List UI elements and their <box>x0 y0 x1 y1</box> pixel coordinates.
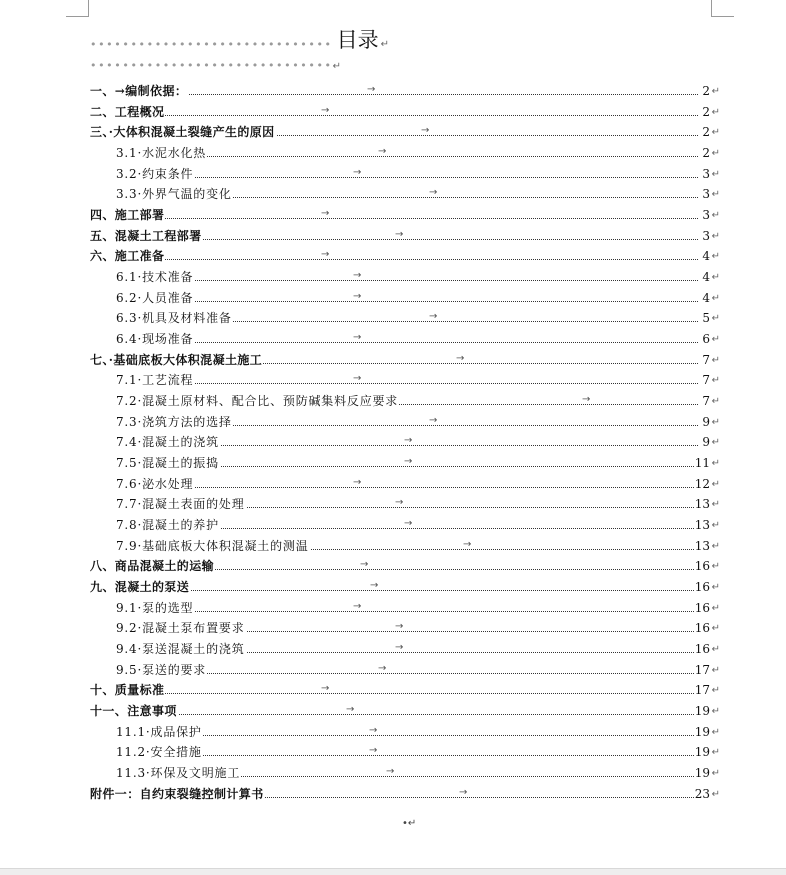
toc-page-number: 7 <box>702 373 710 388</box>
page-corner-mark-top-left <box>66 0 89 17</box>
tab-arrow-icon: → <box>395 642 404 654</box>
toc-page-number: 4 <box>702 270 710 285</box>
paragraph-mark-icon: ↵ <box>711 292 720 304</box>
toc-page-number: 16 <box>694 642 710 657</box>
tab-arrow-icon: → <box>353 373 362 385</box>
toc-dot-leader <box>90 714 698 715</box>
tab-arrow-icon: → <box>395 621 404 633</box>
tab-arrow-icon: → <box>421 125 430 137</box>
toc-entry[interactable] <box>90 681 720 699</box>
tab-arrow-icon: → <box>353 290 362 302</box>
paragraph-mark-icon: ↵ <box>711 127 720 139</box>
toc-entry-label: 七、·基础底板大体积混凝土施工 <box>90 352 263 367</box>
paragraph-mark-icon: ↵ <box>711 375 720 387</box>
paragraph-mark-icon: ↵ <box>711 582 720 594</box>
toc-dot-leader <box>116 301 698 302</box>
tab-arrow-icon: → <box>463 538 472 550</box>
toc-entry-label: 11.2·安全措施 <box>116 745 202 760</box>
toc-page-number: 13 <box>694 497 710 512</box>
toc-entry-label: 6.1·技术准备 <box>116 270 194 285</box>
toc-page-number: 16 <box>694 600 710 615</box>
toc-entry[interactable] <box>116 413 720 431</box>
tab-arrow-icon: → <box>378 662 387 674</box>
tab-arrow-icon: → <box>353 600 362 612</box>
tab-arrow-icon: → <box>369 745 378 757</box>
paragraph-mark-icon: ↵ <box>711 520 720 532</box>
paragraph-mark-icon: ↵ <box>711 478 720 490</box>
paragraph-mark-icon: ↵ <box>711 685 720 697</box>
paragraph-mark-icon: ↵ <box>711 664 720 676</box>
toc-title[interactable]: 目录 <box>336 28 379 52</box>
toc-page-number: 7 <box>702 394 710 409</box>
tab-arrow-icon: → <box>321 683 330 695</box>
toc-entry[interactable] <box>116 723 720 741</box>
paragraph-mark-icon: ↵ <box>711 313 720 325</box>
toc-dot-leader <box>90 115 698 116</box>
sub-leader-dots: •••••••••••••••••••••••••••••• <box>90 59 333 72</box>
paragraph-mark-icon: ↵ <box>711 189 720 201</box>
toc-entry[interactable] <box>90 702 720 720</box>
paragraph-mark-icon: ↵ <box>711 230 720 242</box>
title-leader-dots: •••••••••••••••••••••••••••••• <box>90 38 333 51</box>
toc-entry-label: 7.5·混凝土的振捣 <box>116 456 219 471</box>
paragraph-mark-icon: ↵ <box>407 818 417 829</box>
tab-arrow-icon: → <box>378 146 387 157</box>
toc-page-number: 23 <box>694 786 710 801</box>
tab-arrow-icon: → <box>429 414 438 426</box>
toc-entry[interactable] <box>116 330 720 348</box>
tab-arrow-icon: → <box>321 104 330 116</box>
toc-page-number: 17 <box>694 683 710 698</box>
tab-arrow-icon: → <box>456 352 465 364</box>
toc-page-number: 2 <box>702 125 710 140</box>
paragraph-mark-icon: ↵ <box>711 272 720 284</box>
toc-entry-label: 6.3·机具及材料准备 <box>116 311 232 326</box>
toc-entry[interactable] <box>116 165 720 183</box>
toc-dot-leader <box>90 218 698 219</box>
tab-arrow-icon: → <box>582 394 591 406</box>
tab-arrow-icon: → <box>353 166 362 178</box>
toc-entry-label: 9.4·泵送混凝土的浇筑 <box>116 642 245 657</box>
paragraph-mark-icon: ↵ <box>711 354 720 366</box>
toc-entry[interactable] <box>90 578 720 596</box>
tab-arrow-icon: → <box>395 497 404 509</box>
toc-page-number: 3 <box>702 228 710 243</box>
tab-arrow-icon: → <box>386 766 395 778</box>
toc-entry-label: 7.6·泌水处理 <box>116 476 194 491</box>
paragraph-mark-icon: ↵ <box>711 788 720 800</box>
toc-entry[interactable] <box>90 103 720 121</box>
toc-entry-label: 附件一：自约束裂缝控制计算书 <box>90 786 264 801</box>
toc-entry-label: 7.3·浇筑方法的选择 <box>116 414 232 429</box>
toc-entry-label: 五、混凝土工程部署 <box>90 228 202 243</box>
toc-entry-label: 一、→编制依据： <box>90 84 188 98</box>
toc-entry[interactable] <box>116 495 720 513</box>
toc-entry[interactable] <box>116 475 720 493</box>
paragraph-mark-icon: ↵ <box>711 499 720 511</box>
paragraph-mark-icon: ↵ <box>711 623 720 635</box>
paragraph-mark-icon: ↵ <box>711 210 720 222</box>
toc-entry-label: 7.8·混凝土的养护 <box>116 518 219 533</box>
tab-arrow-icon: → <box>404 456 413 468</box>
toc-dot-leader <box>116 611 698 612</box>
toc-entry-label: 11.3·环保及文明施工 <box>116 766 241 781</box>
toc-entry[interactable] <box>116 433 720 451</box>
tab-arrow-icon: → <box>395 228 404 240</box>
toc-page-number: 16 <box>694 580 710 595</box>
page-corner-mark-top-right <box>711 0 734 17</box>
tab-arrow-icon: → <box>459 786 468 798</box>
toc-page-number: 13 <box>694 538 710 553</box>
paragraph-mark-icon: ↵ <box>711 416 720 428</box>
tab-arrow-icon: → <box>360 559 369 571</box>
toc-page-number: 4 <box>702 290 710 305</box>
toc-entry-label: 十、质量标准 <box>90 683 165 698</box>
paragraph-mark-icon: ↵ <box>711 747 720 759</box>
tab-arrow-icon: → <box>321 249 330 261</box>
toc-entry-label: 3.1·水泥水化热 <box>116 146 207 160</box>
toc-page-number: 3 <box>702 187 710 202</box>
toc-entry[interactable] <box>116 640 720 658</box>
toc-entry[interactable] <box>116 619 720 637</box>
toc-dot-leader <box>116 177 698 178</box>
toc-entry-label: 7.4·混凝土的浇筑 <box>116 435 219 450</box>
toc-entry[interactable] <box>116 537 720 555</box>
tab-arrow-icon: → <box>353 332 362 344</box>
paragraph-mark-icon: ↵ <box>711 706 720 718</box>
toc-entry-label: 九、混凝土的泵送 <box>90 580 190 595</box>
toc-page-number: 17 <box>694 662 710 677</box>
paragraph-mark-icon: ↵ <box>711 437 720 449</box>
toc-sub-line <box>90 58 341 74</box>
toc-dot-leader <box>116 735 698 736</box>
toc-page-number: 2 <box>702 84 710 98</box>
paragraph-mark-icon: ↵ <box>711 396 720 408</box>
toc-entry-label: 6.2·人员准备 <box>116 290 194 305</box>
tab-arrow-icon: → <box>429 187 438 199</box>
toc-dot-leader <box>116 383 698 384</box>
tab-arrow-icon: → <box>353 270 362 282</box>
toc-page-number: 9 <box>702 414 710 429</box>
toc-entry[interactable] <box>116 268 720 286</box>
paragraph-mark-icon: ↵ <box>711 768 720 780</box>
toc-entry-label: 3.2·约束条件 <box>116 166 194 181</box>
toc-entry[interactable] <box>116 289 720 307</box>
toc-entry[interactable] <box>116 309 720 327</box>
toc-page-number: 19 <box>694 745 710 760</box>
toc-entry-label: 十一、注意事项 <box>90 704 177 719</box>
tab-arrow-icon: → <box>404 518 413 530</box>
toc-entry[interactable] <box>116 599 720 617</box>
tab-arrow-icon: → <box>346 704 355 716</box>
tab-arrow-icon: → <box>404 435 413 447</box>
end-dot-icon: • <box>402 818 408 829</box>
toc-entry-label: 7.2·混凝土原材料、配合比、预防碱集料反应要求 <box>116 394 399 409</box>
toc-entry[interactable] <box>90 351 720 369</box>
toc-entry-label: 3.3·外界气温的变化 <box>116 187 232 202</box>
paragraph-mark-icon: ↵ <box>711 86 720 97</box>
toc-entry-label: 7.9·基础底板大体积混凝土的测温 <box>116 538 309 553</box>
toc-page-number: 9 <box>702 435 710 450</box>
toc-dot-leader <box>90 259 698 260</box>
paragraph-mark-icon: ↵ <box>711 106 720 118</box>
toc-dot-leader <box>116 280 698 281</box>
paragraph-mark-icon: ↵ <box>332 60 342 72</box>
toc-page-number: 2 <box>702 146 710 160</box>
toc-page-number: 6 <box>702 332 710 347</box>
toc-entry-label: 9.1·泵的选型 <box>116 600 194 615</box>
toc-page-number: 2 <box>702 104 710 119</box>
toc-page-number: 3 <box>702 208 710 223</box>
toc-entry[interactable] <box>116 392 720 410</box>
toc-entry-label: 六、施工准备 <box>90 249 165 264</box>
toc-page-number: 16 <box>694 559 710 574</box>
toc-page-number: 11 <box>694 456 710 471</box>
toc-entry-label: 7.7·混凝土表面的处理 <box>116 497 245 512</box>
toc-entry[interactable] <box>116 743 720 761</box>
paragraph-mark-icon: ↵ <box>711 602 720 614</box>
paragraph-mark-icon: ↵ <box>711 251 720 263</box>
paragraph-mark-icon: ↵ <box>711 458 720 470</box>
paragraph-mark-icon: ↵ <box>711 561 720 573</box>
toc-entry[interactable] <box>90 206 720 224</box>
toc-entry-label: 八、商品混凝土的运输 <box>90 559 215 574</box>
toc-page-number: 3 <box>702 166 710 181</box>
paragraph-mark-icon: ↵ <box>380 39 390 50</box>
paragraph-mark-icon: ↵ <box>711 148 720 159</box>
toc-entry[interactable] <box>116 661 720 679</box>
toc-page-number: 19 <box>694 704 710 719</box>
tab-arrow-icon: → <box>429 311 438 323</box>
toc-page-number: 12 <box>694 476 710 491</box>
toc-entry[interactable] <box>90 227 720 245</box>
toc-entry[interactable] <box>116 764 720 782</box>
toc-entry[interactable] <box>90 82 720 100</box>
toc-entry[interactable] <box>116 185 720 203</box>
tab-arrow-icon: → <box>353 476 362 488</box>
toc-page-number: 19 <box>694 766 710 781</box>
paragraph-mark-icon: ↵ <box>711 726 720 738</box>
toc-dot-leader <box>116 342 698 343</box>
toc-entry[interactable] <box>90 247 720 265</box>
toc-entry[interactable] <box>116 371 720 389</box>
toc-page-number: 4 <box>702 249 710 264</box>
paragraph-mark-icon: ↵ <box>711 334 720 346</box>
toc-page-number: 19 <box>694 724 710 739</box>
toc-page-number: 7 <box>702 352 710 367</box>
toc-entry-label: 6.4·现场准备 <box>116 332 194 347</box>
toc-page-number: 16 <box>694 621 710 636</box>
toc-entry[interactable] <box>116 454 720 472</box>
toc-dot-leader <box>116 487 698 488</box>
toc-page-number: 5 <box>702 311 710 326</box>
paragraph-mark-icon: ↵ <box>711 540 720 552</box>
toc-entry[interactable] <box>90 557 720 575</box>
toc-entry-label: 7.1·工艺流程 <box>116 373 194 388</box>
toc-entry[interactable] <box>90 123 720 141</box>
tab-arrow-icon: → <box>321 208 330 220</box>
toc-entry-label: 9.2·混凝土泵布置要求 <box>116 621 245 636</box>
toc-entry-label: 四、施工部署 <box>90 208 165 223</box>
tab-arrow-icon: → <box>370 580 379 592</box>
toc-entry[interactable] <box>116 516 720 534</box>
end-of-section-mark <box>402 818 416 829</box>
toc-entry-label: 11.1·成品保护 <box>116 724 202 739</box>
toc-entry[interactable] <box>90 785 720 803</box>
toc-dot-leader <box>90 693 698 694</box>
toc-dot-leader <box>116 755 698 756</box>
toc-entry[interactable] <box>116 144 720 162</box>
toc-page-number: 13 <box>694 518 710 533</box>
paragraph-mark-icon: ↵ <box>711 644 720 656</box>
tab-arrow-icon: → <box>369 724 378 736</box>
toc-title-line <box>90 26 389 52</box>
toc-entry-label: 三、·大体积混凝土裂缝产生的原因 <box>90 125 275 140</box>
tab-arrow-icon: → <box>367 84 376 95</box>
toc-entry-label: 二、工程概况 <box>90 104 165 119</box>
toc-entry-label: 9.5·泵送的要求 <box>116 662 207 677</box>
paragraph-mark-icon: ↵ <box>711 168 720 180</box>
